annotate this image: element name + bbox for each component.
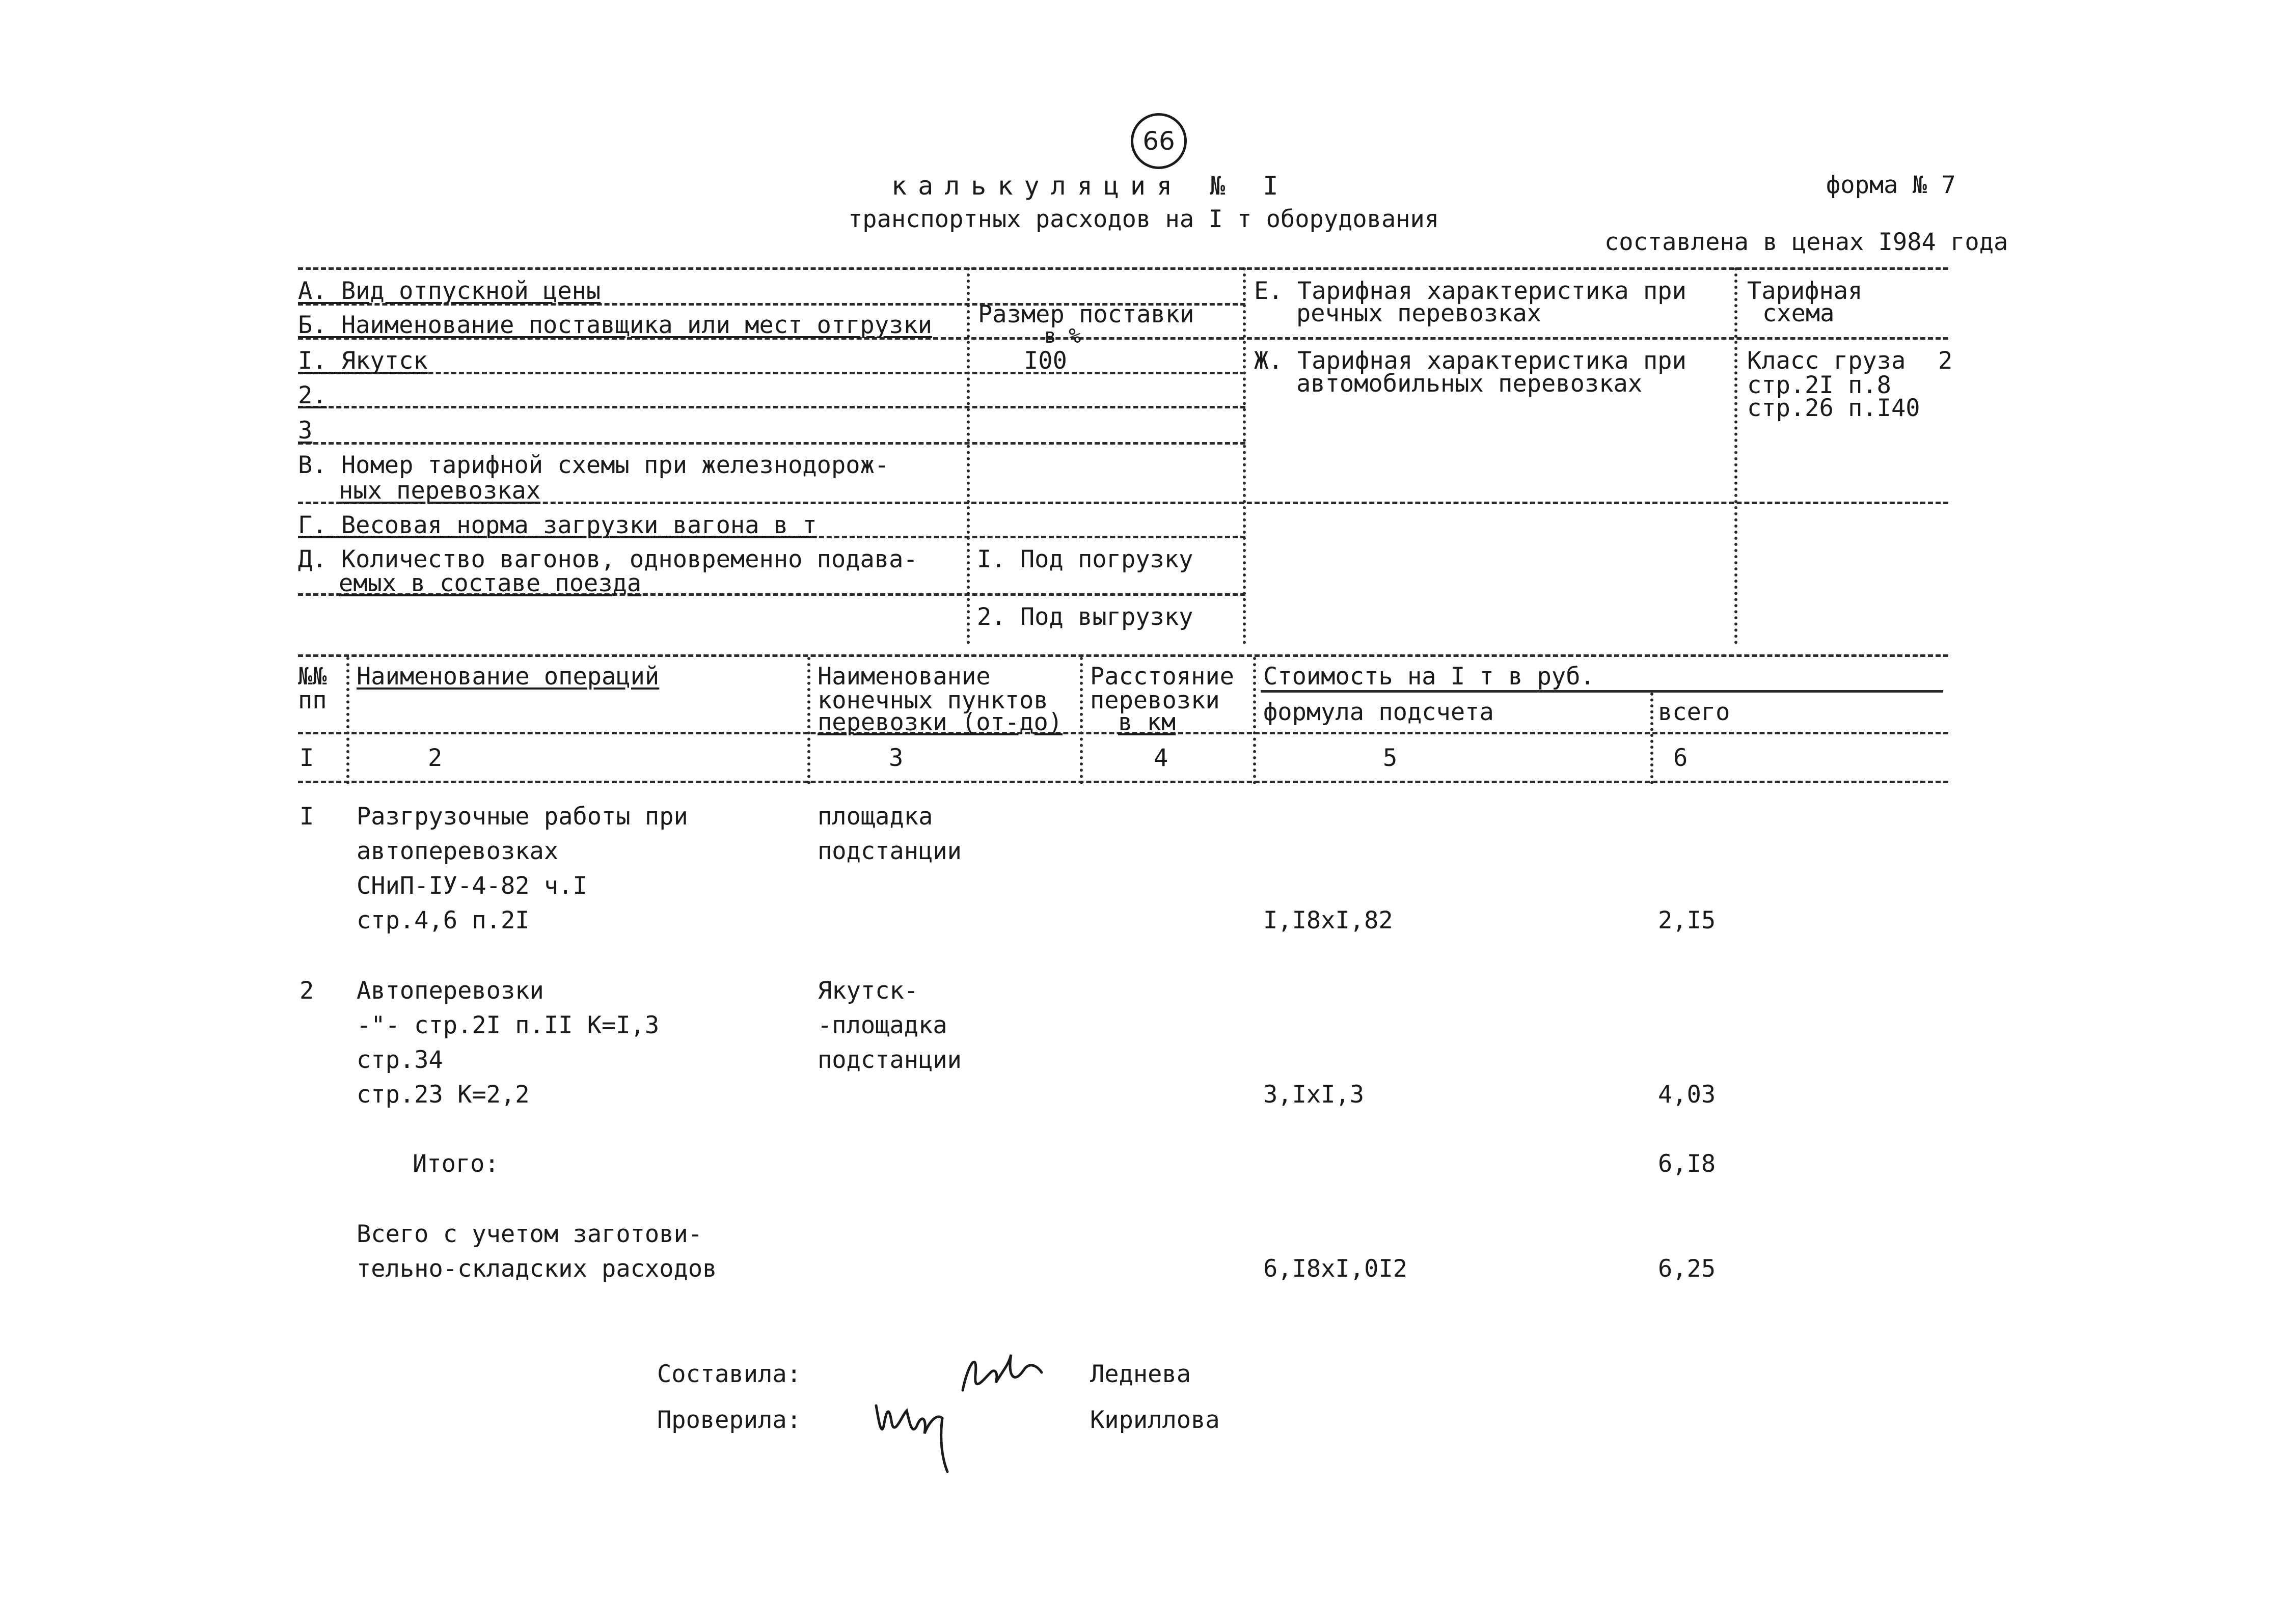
supply-size-label: Размер поставки (978, 300, 1194, 328)
label-zh-line1: Ж. Тарифная характеристика при (1254, 347, 1686, 375)
header-distance-3: в км (1118, 708, 1176, 736)
compiler-signature (947, 1344, 1049, 1406)
row1-op-2: автоперевозках (357, 837, 559, 865)
supplier-1-share: I00 (1024, 347, 1067, 375)
info-divider-1 (967, 267, 970, 644)
col-divider-4 (1253, 657, 1256, 784)
colnum-3: 3 (889, 744, 904, 772)
tariff-scheme-label-1: Тарифная (1747, 277, 1863, 305)
document-title: калькуляция № I (891, 171, 1290, 201)
tariff-ref-1: стр.2I п.8 (1747, 371, 1891, 399)
row2-points-3: подстанции (818, 1046, 962, 1074)
compiled-by-label: Составила: (657, 1360, 801, 1388)
info-top-line (298, 267, 1948, 270)
header-distance-1: Расстояние (1090, 663, 1234, 691)
label-v-line2: ных перевозках (339, 477, 541, 505)
label-b: Б. Наименование поставщика или мест отгрузки (298, 311, 933, 339)
grand-total-formula: 6,I8xI,0I2 (1263, 1255, 1407, 1283)
header-num-1: №№ (298, 663, 327, 691)
info-line-2 (298, 406, 1245, 408)
header-cost: Стоимость на I т в руб. (1263, 663, 1595, 691)
label-e-line1: Е. Тарифная характеристика при (1254, 277, 1686, 305)
label-v-line1: В. Номер тарифной схемы при железнодорож- (298, 451, 889, 479)
label-g: Г. Весовая норма загрузки вагона в т (298, 511, 817, 539)
header-formula: формула подсчета (1263, 698, 1494, 726)
row2-points-1: Якутск- (818, 977, 919, 1005)
form-number: форма № 7 (1826, 171, 1956, 199)
subtotal-value: 6,I8 (1658, 1150, 1716, 1178)
row2-num: 2 (300, 977, 314, 1005)
header-points-1: Наименование (818, 663, 991, 691)
row2-total: 4,03 (1658, 1081, 1716, 1109)
row2-op-3: стр.34 (357, 1046, 443, 1074)
row1-op-4: стр.4,6 п.2I (357, 906, 530, 934)
tariff-scheme-label-2: схема (1762, 299, 1835, 327)
row1-formula: I,I8xI,82 (1263, 906, 1393, 934)
col-divider-3 (1080, 657, 1083, 784)
info-divider-2 (1243, 267, 1246, 644)
header-operation: Наименование операций (357, 663, 660, 691)
col-divider-1 (346, 657, 349, 784)
grand-total-label-2: тельно-складских расходов (357, 1255, 717, 1283)
row1-total: 2,I5 (1658, 906, 1716, 934)
supply-size-unit: в % (1044, 324, 1081, 348)
header-points-3: перевозки (от-до) (818, 708, 1063, 736)
checker-signature (866, 1390, 963, 1477)
supplier-2: 2. (298, 381, 327, 409)
table-top-line (298, 654, 1948, 657)
loading-option: I. Под погрузку (977, 545, 1193, 573)
colnum-6: 6 (1673, 744, 1688, 772)
label-a: А. Вид отпускной цены (298, 277, 601, 305)
checked-by-name: Кириллова (1090, 1406, 1220, 1434)
row1-op-1: Разгрузочные работы при (357, 803, 688, 831)
row2-op-2: -"- стр.2I п.II К=I,3 (357, 1011, 660, 1039)
header-distance-2: перевозки (1090, 686, 1220, 714)
header-total: всего (1658, 698, 1730, 726)
info-line-3 (298, 442, 1245, 445)
grand-total-label-1: Всего с учетом заготови- (357, 1220, 703, 1248)
supplier-3: 3 (298, 417, 313, 445)
colnum-2: 2 (428, 744, 443, 772)
colnum-5: 5 (1383, 744, 1398, 772)
row2-formula: 3,IxI,3 (1263, 1081, 1365, 1109)
label-zh-line2: автомобильных перевозках (1296, 370, 1643, 398)
subtotal-label: Итого: (413, 1150, 499, 1178)
cargo-class-value: 2 (1938, 347, 1953, 375)
checked-by-label: Проверила: (657, 1406, 801, 1434)
price-basis: составлена в ценах I984 года (1604, 228, 2008, 256)
col-divider-5 (1650, 693, 1653, 784)
header-points-2: конечных пунктов (818, 686, 1048, 714)
document-subtitle: транспортных расходов на I т оборудования (848, 205, 1439, 233)
row2-op-1: Автоперевозки (357, 977, 544, 1005)
colnum-4: 4 (1154, 744, 1168, 772)
unloading-option: 2. Под выгрузку (977, 603, 1193, 631)
page-number-text: 66 (1142, 126, 1175, 156)
col-divider-2 (807, 657, 810, 784)
label-e-line2: речных перевозках (1296, 299, 1542, 327)
row1-num: I (300, 803, 314, 831)
colnum-1: I (300, 744, 314, 772)
header-num-2: пп (298, 686, 327, 714)
row2-op-4: стр.23 К=2,2 (357, 1081, 530, 1109)
row1-points-1: площадка (818, 803, 933, 831)
supplier-1: I. Якутск (298, 347, 428, 375)
row1-op-3: СНиП-IУ-4-82 ч.I (357, 872, 587, 900)
info-line-v (298, 502, 1948, 504)
cargo-class-label: Класс груза (1747, 347, 1906, 375)
info-divider-3 (1734, 267, 1737, 644)
grand-total-value: 6,25 (1658, 1255, 1716, 1283)
page-number (1131, 113, 1187, 169)
row1-points-2: подстанции (818, 837, 962, 865)
label-d-line1: Д. Количество вагонов, одновременно подава- (298, 545, 918, 573)
row2-points-2: -площадка (818, 1011, 947, 1039)
tariff-ref-2: стр.26 п.I40 (1747, 394, 1920, 422)
info-line-1 (298, 372, 1245, 374)
compiled-by-name: Леднева (1090, 1360, 1191, 1388)
label-d-line2: емых в составе поезда (339, 569, 642, 597)
table-colnum-line (298, 781, 1948, 783)
